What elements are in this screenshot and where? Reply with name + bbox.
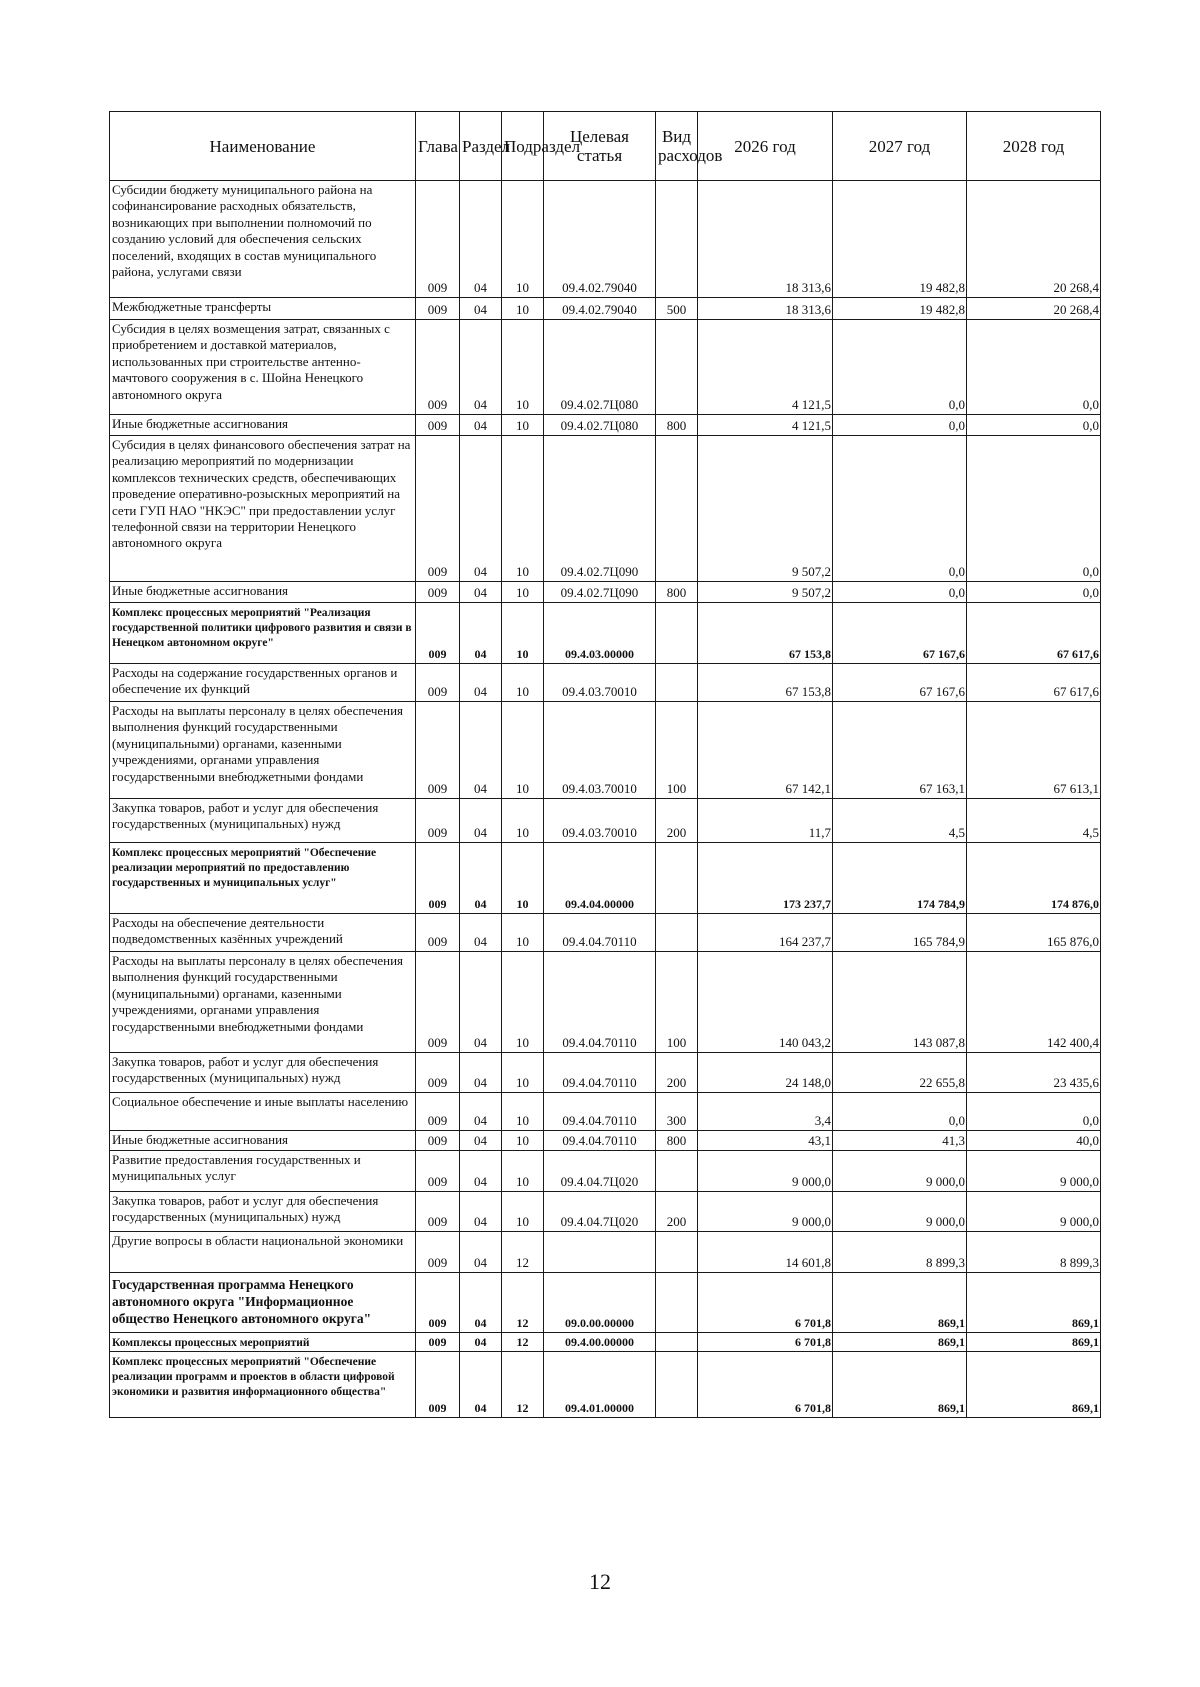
table-body [110,181,1101,1418]
cell-razdel: 04 [460,436,502,582]
cell-razdel: 04 [460,298,502,320]
cell-vid [656,1273,698,1333]
cell-name: Закупка товаров, работ и услуг для обеспечения государственных (муниципальных) нужд [110,799,416,843]
table-row [110,1053,1101,1093]
cell-razdel: 04 [460,664,502,702]
cell-podrazdel: 12 [502,1273,544,1333]
cell-glava: 009 [416,1273,460,1333]
cell-vid: 200 [656,1053,698,1093]
cell-statya: 09.4.01.00000 [544,1352,656,1418]
header-statya: Целевая статья [544,112,656,181]
cell-statya: 09.4.04.70110 [544,1053,656,1093]
cell-razdel: 04 [460,603,502,664]
cell-2027: 67 167,6 [833,664,967,702]
cell-glava: 009 [416,799,460,843]
cell-statya: 09.4.02.79040 [544,298,656,320]
cell-2026: 67 153,8 [698,664,833,702]
cell-2026: 6 701,8 [698,1333,833,1352]
table-row [110,1151,1101,1192]
cell-2027: 4,5 [833,799,967,843]
cell-2028: 20 268,4 [967,181,1101,298]
cell-name: Государственная программа Ненецкого автономного округа "Информационное общество Ненецкого автономного округа" [110,1273,416,1333]
header-2028: 2028 год [967,112,1101,181]
cell-statya [544,1232,656,1273]
header-podrazdel: Подраздел [502,112,544,181]
cell-podrazdel: 12 [502,1232,544,1273]
budget-table [109,111,1101,1418]
header-vid: Вид расходов [656,112,698,181]
cell-name: Субсидия в целях возмещения затрат, связанных с приобретением и доставкой материалов, использованных при строительстве антенно-мачтового сооружения в с. Шойна Ненецкого автономного округа [110,320,416,415]
cell-statya: 09.4.04.70110 [544,914,656,952]
page-number: 12 [589,1569,611,1594]
cell-glava: 009 [416,1352,460,1418]
cell-podrazdel: 10 [502,436,544,582]
header-2027: 2027 год [833,112,967,181]
cell-podrazdel: 10 [502,320,544,415]
cell-2026: 9 000,0 [698,1192,833,1232]
cell-podrazdel: 10 [502,664,544,702]
cell-statya: 09.4.04.7Ц020 [544,1151,656,1192]
table-row [110,320,1101,415]
cell-2028: 0,0 [967,415,1101,436]
cell-vid [656,664,698,702]
cell-2027: 22 655,8 [833,1053,967,1093]
cell-vid: 100 [656,702,698,799]
cell-name: Субсидии бюджету муниципального района на софинансирование расходных обязательств, возникающих при выполнении полномочий по созданию условий для обеспечения сельских поселений, входящих в состав муниципального района, услугами связи [110,181,416,298]
cell-glava: 009 [416,1232,460,1273]
cell-name: Другие вопросы в области национальной экономики [110,1232,416,1273]
cell-name: Иные бюджетные ассигнования [110,582,416,603]
cell-razdel: 04 [460,1093,502,1131]
table-row [110,181,1101,298]
table-row [110,702,1101,799]
cell-statya: 09.4.00.00000 [544,1333,656,1352]
cell-statya: 09.4.04.70110 [544,1131,656,1151]
cell-razdel: 04 [460,415,502,436]
table-row [110,415,1101,436]
cell-2026: 173 237,7 [698,843,833,914]
cell-razdel: 04 [460,843,502,914]
cell-name: Комплекс процессных мероприятий "Обеспечение реализации программ и проектов в области цифровой экономики и развития информационного общества" [110,1352,416,1418]
cell-podrazdel: 10 [502,1131,544,1151]
cell-2027: 0,0 [833,1093,967,1131]
cell-2026: 6 701,8 [698,1352,833,1418]
cell-name: Закупка товаров, работ и услуг для обеспечения государственных (муниципальных) нужд [110,1053,416,1093]
cell-statya: 09.4.03.00000 [544,603,656,664]
cell-2028: 0,0 [967,436,1101,582]
cell-glava: 009 [416,843,460,914]
cell-2026: 9 507,2 [698,436,833,582]
cell-glava: 009 [416,664,460,702]
cell-name: Иные бюджетные ассигнования [110,1131,416,1151]
cell-statya: 09.4.02.7Ц090 [544,436,656,582]
cell-glava: 009 [416,582,460,603]
table-row [110,298,1101,320]
cell-razdel: 04 [460,702,502,799]
cell-name: Расходы на обеспечение деятельности подведомственных казённых учреждений [110,914,416,952]
cell-2028: 0,0 [967,1093,1101,1131]
cell-2027: 67 167,6 [833,603,967,664]
header-razdel: Раздел [460,112,502,181]
cell-name: Комплексы процессных мероприятий [110,1333,416,1352]
table-row [110,436,1101,582]
cell-2027: 869,1 [833,1352,967,1418]
cell-glava: 009 [416,603,460,664]
cell-podrazdel: 10 [502,799,544,843]
cell-glava: 009 [416,1333,460,1352]
cell-2028: 9 000,0 [967,1151,1101,1192]
table-row [110,799,1101,843]
cell-vid: 800 [656,1131,698,1151]
cell-2028: 23 435,6 [967,1053,1101,1093]
cell-statya: 09.4.02.7Ц080 [544,320,656,415]
cell-razdel: 04 [460,582,502,603]
table-row [110,582,1101,603]
cell-2028: 165 876,0 [967,914,1101,952]
cell-2027: 0,0 [833,415,967,436]
cell-glava: 009 [416,952,460,1053]
cell-2027: 869,1 [833,1273,967,1333]
cell-podrazdel: 10 [502,952,544,1053]
cell-vid [656,1333,698,1352]
header-name: Наименование [110,112,416,181]
table-row [110,1093,1101,1131]
table-row [110,952,1101,1053]
cell-glava: 009 [416,1093,460,1131]
cell-2027: 143 087,8 [833,952,967,1053]
cell-name: Расходы на содержание государственных органов и обеспечение их функций [110,664,416,702]
cell-2027: 0,0 [833,320,967,415]
cell-2028: 67 617,6 [967,603,1101,664]
cell-vid [656,843,698,914]
cell-glava: 009 [416,1053,460,1093]
cell-razdel: 04 [460,1053,502,1093]
cell-razdel: 04 [460,952,502,1053]
cell-razdel: 04 [460,1273,502,1333]
cell-2026: 9 000,0 [698,1151,833,1192]
cell-2026: 3,4 [698,1093,833,1131]
table-row [110,1352,1101,1418]
cell-2028: 142 400,4 [967,952,1101,1053]
cell-glava: 009 [416,298,460,320]
cell-vid [656,1352,698,1418]
cell-name: Развитие предоставления государственных и муниципальных услуг [110,1151,416,1192]
cell-name: Расходы на выплаты персоналу в целях обеспечения выполнения функций государственными (муниципальными) органами, казенными учреждениями, органами управления государственными внебюджетными фондами [110,952,416,1053]
cell-name: Комплекс процессных мероприятий "Реализация государственной политики цифрового развития и связи в Ненецком автономном округе" [110,603,416,664]
cell-vid [656,1232,698,1273]
cell-name: Комплекс процессных мероприятий "Обеспечение реализации мероприятий по предоставлению государственных и муниципальных услуг" [110,843,416,914]
cell-vid: 800 [656,415,698,436]
table-row [110,1192,1101,1232]
header-2026: 2026 год [698,112,833,181]
cell-statya: 09.4.04.7Ц020 [544,1192,656,1232]
table-row [110,664,1101,702]
cell-statya: 09.4.02.7Ц080 [544,415,656,436]
table-header [110,112,1101,181]
table-row [110,1273,1101,1333]
cell-podrazdel: 10 [502,702,544,799]
cell-podrazdel: 10 [502,843,544,914]
cell-2027: 9 000,0 [833,1192,967,1232]
cell-vid [656,1151,698,1192]
cell-2027: 67 163,1 [833,702,967,799]
cell-podrazdel: 10 [502,582,544,603]
cell-name: Межбюджетные трансферты [110,298,416,320]
cell-2026: 140 043,2 [698,952,833,1053]
cell-glava: 009 [416,1151,460,1192]
cell-statya: 09.4.04.70110 [544,1093,656,1131]
cell-podrazdel: 10 [502,415,544,436]
budget-table-sheet [109,111,1100,1418]
cell-vid [656,320,698,415]
cell-razdel: 04 [460,320,502,415]
cell-razdel: 04 [460,1352,502,1418]
cell-name: Иные бюджетные ассигнования [110,415,416,436]
cell-vid: 200 [656,799,698,843]
cell-podrazdel: 10 [502,1151,544,1192]
cell-statya: 09.0.00.00000 [544,1273,656,1333]
cell-vid [656,181,698,298]
cell-2026: 4 121,5 [698,320,833,415]
table-row [110,1232,1101,1273]
cell-2027: 165 784,9 [833,914,967,952]
cell-vid: 100 [656,952,698,1053]
cell-2027: 8 899,3 [833,1232,967,1273]
header-glava: Глава [416,112,460,181]
cell-statya: 09.4.03.70010 [544,702,656,799]
cell-vid [656,914,698,952]
cell-2026: 4 121,5 [698,415,833,436]
table-row [110,603,1101,664]
cell-glava: 009 [416,1131,460,1151]
cell-name: Социальное обеспечение и иные выплаты населению [110,1093,416,1131]
cell-glava: 009 [416,436,460,582]
cell-podrazdel: 10 [502,1053,544,1093]
cell-podrazdel: 10 [502,181,544,298]
cell-2026: 67 153,8 [698,603,833,664]
cell-2026: 67 142,1 [698,702,833,799]
cell-podrazdel: 10 [502,1093,544,1131]
cell-2028: 869,1 [967,1333,1101,1352]
cell-2028: 4,5 [967,799,1101,843]
cell-glava: 009 [416,320,460,415]
cell-2027: 174 784,9 [833,843,967,914]
cell-2028: 869,1 [967,1352,1101,1418]
cell-2027: 0,0 [833,582,967,603]
cell-glava: 009 [416,702,460,799]
cell-razdel: 04 [460,1151,502,1192]
cell-2026: 6 701,8 [698,1273,833,1333]
cell-razdel: 04 [460,1333,502,1352]
cell-statya: 09.4.03.70010 [544,664,656,702]
cell-razdel: 04 [460,799,502,843]
cell-2026: 24 148,0 [698,1053,833,1093]
cell-2027: 869,1 [833,1333,967,1352]
cell-razdel: 04 [460,1192,502,1232]
cell-2028: 20 268,4 [967,298,1101,320]
cell-2028: 67 617,6 [967,664,1101,702]
cell-2028: 40,0 [967,1131,1101,1151]
cell-podrazdel: 10 [502,603,544,664]
cell-2027: 41,3 [833,1131,967,1151]
cell-glava: 009 [416,914,460,952]
cell-razdel: 04 [460,914,502,952]
cell-2028: 8 899,3 [967,1232,1101,1273]
cell-2026: 43,1 [698,1131,833,1151]
table-row [110,914,1101,952]
cell-2026: 11,7 [698,799,833,843]
cell-name: Субсидия в целях финансового обеспечения затрат на реализацию мероприятий по модернизации комплексов технических средств, обеспечивающих проведение оперативно-розыскных мероприятий на сети ГУП НАО "НКЭС" при предоставлении услуг телефонной связи на территории Ненецкого автономного округа [110,436,416,582]
cell-podrazdel: 10 [502,914,544,952]
cell-2028: 869,1 [967,1273,1101,1333]
cell-2027: 19 482,8 [833,181,967,298]
cell-vid: 200 [656,1192,698,1232]
cell-2028: 9 000,0 [967,1192,1101,1232]
cell-vid: 800 [656,582,698,603]
cell-2028: 174 876,0 [967,843,1101,914]
cell-glava: 009 [416,1192,460,1232]
cell-razdel: 04 [460,1131,502,1151]
cell-name: Расходы на выплаты персоналу в целях обеспечения выполнения функций государственными (муниципальными) органами, казенными учреждениями, органами управления государственными внебюджетными фондами [110,702,416,799]
cell-2026: 164 237,7 [698,914,833,952]
cell-podrazdel: 12 [502,1333,544,1352]
cell-razdel: 04 [460,1232,502,1273]
cell-podrazdel: 10 [502,1192,544,1232]
cell-2028: 0,0 [967,320,1101,415]
cell-statya: 09.4.04.00000 [544,843,656,914]
cell-2027: 0,0 [833,436,967,582]
cell-podrazdel: 10 [502,298,544,320]
table-row [110,1333,1101,1352]
cell-glava: 009 [416,415,460,436]
cell-2026: 9 507,2 [698,582,833,603]
table-row [110,843,1101,914]
cell-2028: 67 613,1 [967,702,1101,799]
cell-2026: 14 601,8 [698,1232,833,1273]
cell-2026: 18 313,6 [698,181,833,298]
cell-vid [656,436,698,582]
cell-vid: 300 [656,1093,698,1131]
cell-statya: 09.4.03.70010 [544,799,656,843]
cell-podrazdel: 12 [502,1352,544,1418]
cell-vid [656,603,698,664]
table-row [110,1131,1101,1151]
cell-razdel: 04 [460,181,502,298]
cell-2028: 0,0 [967,582,1101,603]
cell-statya: 09.4.04.70110 [544,952,656,1053]
cell-name: Закупка товаров, работ и услуг для обеспечения государственных (муниципальных) нужд [110,1192,416,1232]
cell-2026: 18 313,6 [698,298,833,320]
cell-2027: 9 000,0 [833,1151,967,1192]
cell-statya: 09.4.02.7Ц090 [544,582,656,603]
cell-statya: 09.4.02.79040 [544,181,656,298]
cell-vid: 500 [656,298,698,320]
cell-2027: 19 482,8 [833,298,967,320]
cell-glava: 009 [416,181,460,298]
